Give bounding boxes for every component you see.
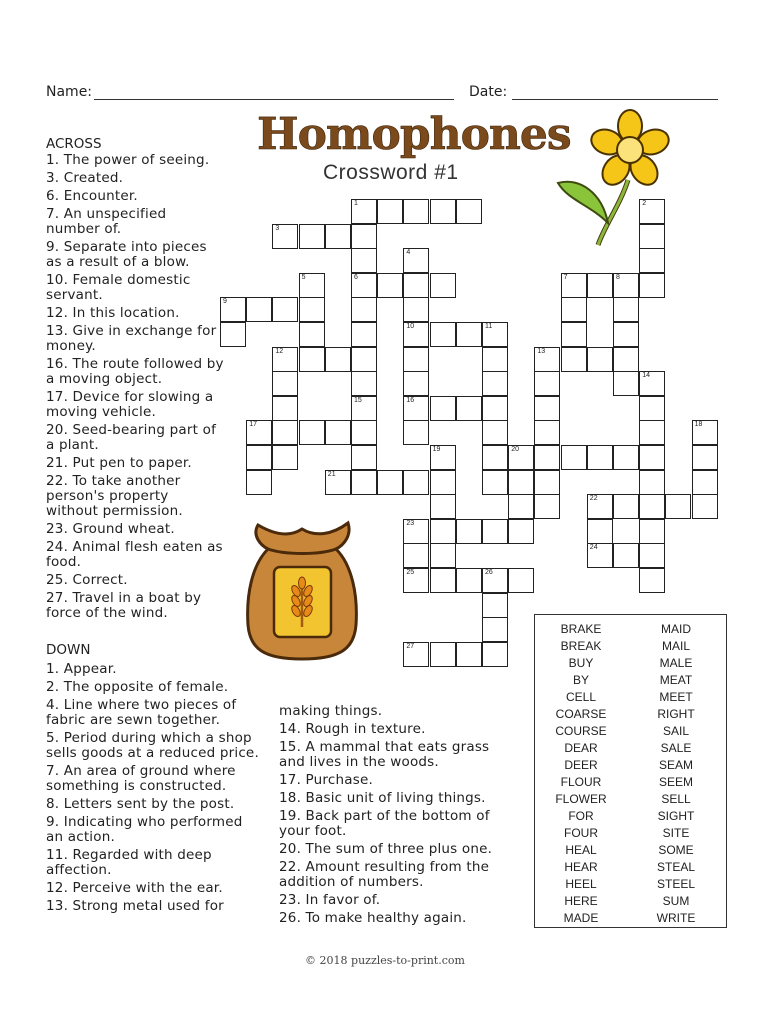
crossword-cell[interactable]	[692, 494, 718, 519]
crossword-cell[interactable]	[613, 273, 639, 298]
cell-number: 13	[537, 347, 546, 355]
crossword-cell[interactable]	[534, 420, 560, 445]
down-clue: making things.	[279, 703, 383, 719]
word-bank-word: SAIL	[662, 724, 689, 738]
word-bank-word: RIGHT	[657, 707, 695, 721]
crossword-cell[interactable]	[613, 371, 639, 396]
cell-number: 2	[642, 200, 647, 207]
cell-number: 15	[354, 396, 362, 404]
cell-number: 14	[642, 372, 650, 380]
down-clue: 14. Rough in texture.	[279, 721, 426, 737]
word-bank	[534, 614, 727, 928]
crossword-cell[interactable]	[587, 494, 613, 519]
crossword-cell[interactable]	[430, 322, 456, 347]
crossword-cell[interactable]	[403, 347, 429, 372]
across-clue: 16. The route followed by a moving object.	[46, 356, 224, 387]
crossword-cell[interactable]	[403, 371, 429, 396]
crossword-cell[interactable]	[403, 642, 429, 667]
crossword-cell[interactable]	[692, 420, 718, 445]
word-bank-word: BREAK	[560, 639, 602, 653]
word-bank-word: MAIL	[661, 639, 690, 653]
crossword-cell[interactable]	[325, 420, 351, 445]
cell-number: 20	[511, 446, 519, 453]
crossword-cell[interactable]	[220, 297, 246, 322]
word-bank-word: BUY	[568, 656, 594, 670]
word-bank-word: SELL	[661, 792, 691, 806]
word-bank-word: COARSE	[555, 707, 607, 721]
down-clue: 7. An area of ground where something is constructed.	[46, 763, 236, 794]
word-bank-word: STEAL	[656, 860, 695, 874]
crossword-cell[interactable]	[430, 199, 456, 224]
crossword-cell[interactable]	[351, 470, 377, 495]
across-clue: 1. The power of seeing.	[46, 152, 210, 168]
crossword-cell[interactable]	[403, 396, 429, 421]
crossword-cell[interactable]	[561, 273, 587, 298]
crossword-cell[interactable]	[351, 371, 377, 396]
crossword-cell[interactable]	[246, 445, 272, 470]
cell-number: 1	[354, 200, 358, 207]
word-bank-word: SEEM	[658, 775, 693, 789]
word-bank-word: MALE	[659, 656, 693, 670]
crossword-cell[interactable]	[351, 420, 377, 445]
cell-number: 7	[563, 273, 568, 281]
crossword-cell[interactable]	[403, 470, 429, 495]
cell-number: 22	[589, 495, 598, 503]
crossword-cell[interactable]	[639, 224, 665, 249]
cell-number: 27	[406, 642, 415, 650]
crossword-cell[interactable]	[613, 494, 639, 519]
crossword-cell[interactable]	[351, 322, 377, 347]
crossword-cell[interactable]	[482, 617, 508, 642]
crossword-cell[interactable]	[456, 322, 482, 347]
crossword-cell[interactable]	[482, 396, 508, 421]
down-clues-left	[46, 642, 264, 917]
crossword-cell[interactable]	[403, 519, 429, 544]
crossword-cell[interactable]	[351, 199, 377, 224]
crossword-cell[interactable]	[299, 420, 325, 445]
crossword-cell[interactable]	[692, 445, 718, 470]
word-bank-column-2	[631, 621, 721, 927]
crossword-cell[interactable]	[351, 396, 377, 421]
crossword-cell[interactable]	[508, 445, 534, 470]
crossword-cell[interactable]	[534, 347, 560, 372]
across-clue: 23. Ground wheat.	[46, 521, 175, 537]
word-bank-word: MADE	[563, 911, 599, 925]
word-bank-word: BY	[572, 673, 589, 687]
cell-number: 3	[275, 224, 280, 232]
down-clue: 2. The opposite of female.	[46, 679, 229, 695]
crossword-cell[interactable]	[587, 445, 613, 470]
crossword-cell[interactable]	[456, 568, 482, 593]
word-bank-word: FOR	[568, 809, 594, 823]
name-line[interactable]	[94, 99, 454, 100]
crossword-cell[interactable]	[613, 347, 639, 372]
word-bank-word: STEEL	[656, 877, 695, 891]
down-clue: 4. Line where two pieces of fabric are sewn together.	[46, 697, 237, 728]
crossword-cell[interactable]	[351, 273, 377, 298]
crossword-cell[interactable]	[351, 445, 377, 470]
puzzle-title: Homophones	[257, 109, 571, 160]
word-bank-column-1	[536, 621, 626, 927]
word-bank-word: COURSE	[555, 724, 607, 738]
across-clue: 12. In this location.	[46, 305, 180, 321]
crossword-cell[interactable]	[272, 371, 298, 396]
crossword-cell[interactable]	[534, 396, 560, 421]
crossword-cell[interactable]	[587, 347, 613, 372]
crossword-cell[interactable]	[508, 519, 534, 544]
crossword-cell[interactable]	[561, 347, 587, 372]
word-bank-word: WRITE	[656, 911, 696, 925]
name-label: Name:	[46, 84, 93, 100]
crossword-cell[interactable]	[325, 470, 351, 495]
cell-number: 18	[694, 421, 703, 429]
cell-number: 19	[432, 446, 441, 453]
crossword-cell[interactable]	[482, 347, 508, 372]
word-bank-word: SOME	[658, 843, 694, 857]
word-bank-word: DEAR	[564, 741, 598, 755]
crossword-cell[interactable]	[377, 199, 403, 224]
crossword-cell[interactable]	[613, 297, 639, 322]
crossword-cell[interactable]	[613, 543, 639, 568]
crossword-cell[interactable]	[299, 322, 325, 347]
word-bank-word: BRAKE	[560, 622, 602, 636]
across-clue: 6. Encounter.	[46, 188, 138, 204]
down-clues-right	[279, 704, 501, 929]
cell-number: 12	[275, 347, 284, 355]
crossword-cell[interactable]	[482, 470, 508, 495]
cell-number: 5	[301, 273, 306, 281]
down-clue: 5. Period during which a shop sells goods at a reduced price.	[46, 730, 259, 761]
crossword-cell[interactable]	[482, 322, 508, 347]
crossword-cell[interactable]	[587, 519, 613, 544]
across-clue: 9. Separate into pieces as a result of a blow.	[46, 239, 207, 270]
cell-number: 9	[223, 298, 227, 306]
down-clue: 23. In favor of.	[279, 892, 381, 908]
crossword-cell[interactable]	[534, 470, 560, 495]
across-clue: 3. Created.	[46, 170, 124, 186]
down-clue: 13. Strong metal used for	[46, 898, 224, 914]
date-label: Date:	[469, 84, 508, 100]
word-bank-word: MEAT	[659, 673, 693, 687]
across-clue: 24. Animal flesh eaten as food.	[46, 539, 223, 570]
crossword-cell[interactable]	[482, 642, 508, 667]
crossword-cell[interactable]	[561, 297, 587, 322]
wheat-sack-icon	[240, 515, 365, 663]
crossword-cell[interactable]	[272, 396, 298, 421]
crossword-cell[interactable]	[351, 248, 377, 273]
crossword-cell[interactable]	[403, 322, 429, 347]
down-clue: 26. To make healthy again.	[279, 910, 467, 926]
crossword-cell[interactable]	[377, 273, 403, 298]
crossword-cell[interactable]	[534, 445, 560, 470]
down-clue: 17. Purchase.	[279, 772, 373, 788]
crossword-cell[interactable]	[430, 273, 456, 298]
word-bank-word: DEER	[564, 758, 598, 772]
crossword-cell[interactable]	[299, 224, 325, 249]
cell-number: 17	[249, 421, 257, 429]
crossword-cell[interactable]	[351, 224, 377, 249]
crossword-cell[interactable]	[482, 445, 508, 470]
word-bank-word: SUM	[662, 894, 690, 908]
word-bank-word: MEET	[659, 690, 693, 704]
crossword-cell[interactable]	[430, 445, 456, 470]
across-clue: 20. Seed-bearing part of a plant.	[46, 422, 217, 453]
date-line[interactable]	[512, 99, 718, 100]
crossword-cell[interactable]	[665, 494, 691, 519]
crossword-cell[interactable]	[639, 199, 665, 224]
crossword-cell[interactable]	[403, 273, 429, 298]
crossword-cell[interactable]	[272, 347, 298, 372]
word-bank-word: SIGHT	[657, 809, 695, 823]
crossword-cell[interactable]	[534, 371, 560, 396]
cell-number: 4	[406, 249, 411, 257]
across-clue: 22. To take another person's property without permission.	[46, 473, 183, 519]
down-clue: 12. Perceive with the ear.	[46, 880, 223, 896]
crossword-cell[interactable]	[508, 568, 534, 593]
across-clue: 27. Travel in a boat by force of the wind.	[46, 590, 202, 621]
word-bank-word: FLOWER	[555, 792, 607, 806]
crossword-cell[interactable]	[377, 470, 403, 495]
crossword-cell[interactable]	[403, 199, 429, 224]
crossword-cell[interactable]	[613, 445, 639, 470]
crossword-cell[interactable]	[403, 543, 429, 568]
crossword-cell[interactable]	[561, 445, 587, 470]
crossword-cell[interactable]	[639, 494, 665, 519]
crossword-cell[interactable]	[508, 494, 534, 519]
crossword-cell[interactable]	[272, 224, 298, 249]
crossword-cell[interactable]	[430, 568, 456, 593]
crossword-cell[interactable]	[639, 420, 665, 445]
crossword-cell[interactable]	[246, 420, 272, 445]
crossword-cell[interactable]	[430, 543, 456, 568]
crossword-cell[interactable]	[403, 568, 429, 593]
crossword-cell[interactable]	[639, 445, 665, 470]
crossword-cell[interactable]	[272, 297, 298, 322]
crossword-cell[interactable]	[639, 396, 665, 421]
crossword-cell[interactable]	[430, 470, 456, 495]
copyright: © 2018 puzzles-to-print.com	[305, 954, 465, 967]
crossword-cell[interactable]	[403, 248, 429, 273]
crossword-cell[interactable]	[456, 199, 482, 224]
crossword-cell[interactable]	[456, 519, 482, 544]
crossword-cell[interactable]	[482, 568, 508, 593]
crossword-cell[interactable]	[325, 347, 351, 372]
cell-number: 24	[589, 544, 598, 552]
crossword-cell[interactable]	[639, 568, 665, 593]
crossword-cell[interactable]	[534, 494, 560, 519]
crossword-cell[interactable]	[403, 420, 429, 445]
word-bank-word: SALE	[660, 741, 692, 755]
crossword-cell[interactable]	[430, 396, 456, 421]
cell-number: 8	[616, 273, 620, 281]
cell-number: 21	[327, 470, 336, 478]
crossword-cell[interactable]	[272, 420, 298, 445]
crossword-cell[interactable]	[272, 445, 298, 470]
down-clue: 20. The sum of three plus one.	[279, 841, 493, 857]
down-heading: DOWN	[46, 642, 91, 658]
crossword-cell[interactable]	[299, 297, 325, 322]
crossword-cell[interactable]	[692, 470, 718, 495]
down-clue: 1. Appear.	[46, 661, 117, 677]
across-clues	[46, 136, 224, 624]
crossword-cell[interactable]	[587, 273, 613, 298]
crossword-cell[interactable]	[508, 470, 534, 495]
crossword-cell[interactable]	[587, 543, 613, 568]
down-clue: 18. Basic unit of living things.	[279, 790, 486, 806]
crossword-cell[interactable]	[351, 347, 377, 372]
crossword-cell[interactable]	[246, 297, 272, 322]
crossword-cell[interactable]	[351, 297, 377, 322]
crossword-cell[interactable]	[639, 519, 665, 544]
down-clue: 11. Regarded with deep affection.	[46, 847, 212, 878]
across-clue: 10. Female domestic servant.	[46, 272, 191, 303]
cell-number: 25	[406, 569, 415, 576]
cell-number: 10	[406, 323, 415, 330]
crossword-cell[interactable]	[456, 396, 482, 421]
word-bank-word: HEAL	[565, 843, 597, 857]
cell-number: 23	[406, 519, 415, 527]
crossword-cell[interactable]	[220, 322, 246, 347]
across-clue: 25. Correct.	[46, 572, 128, 588]
crossword-cell[interactable]	[613, 322, 639, 347]
crossword-cell[interactable]	[639, 248, 665, 273]
crossword-cell[interactable]	[430, 642, 456, 667]
crossword-cell[interactable]	[430, 519, 456, 544]
crossword-cell[interactable]	[299, 273, 325, 298]
word-bank-word: SEAM	[658, 758, 693, 772]
across-clue: 21. Put pen to paper.	[46, 455, 192, 471]
cell-number: 6	[354, 273, 358, 281]
across-heading: ACROSS	[46, 136, 102, 152]
across-clue: 13. Give in exchange for money.	[46, 323, 217, 354]
word-bank-word: SITE	[662, 826, 690, 840]
word-bank-word: MAID	[661, 622, 691, 636]
down-clue: 22. Amount resulting from the addition of numbers.	[279, 859, 490, 890]
crossword-cell[interactable]	[325, 224, 351, 249]
crossword-cell[interactable]	[482, 519, 508, 544]
crossword-cell[interactable]	[639, 543, 665, 568]
crossword-cell[interactable]	[246, 470, 272, 495]
crossword-cell[interactable]	[482, 593, 508, 618]
word-bank-word: HEAR	[564, 860, 598, 874]
crossword-cell[interactable]	[482, 371, 508, 396]
cell-number: 11	[485, 323, 493, 330]
crossword-cell[interactable]	[299, 347, 325, 372]
down-clue: 9. Indicating who performed an action.	[46, 814, 243, 845]
across-clue: 17. Device for slowing a moving vehicle.	[46, 389, 214, 420]
crossword-cell[interactable]	[639, 470, 665, 495]
word-bank-word: HEEL	[565, 877, 597, 891]
cell-number: 26	[485, 569, 493, 576]
crossword-cell[interactable]	[403, 297, 429, 322]
crossword-cell[interactable]	[456, 642, 482, 667]
down-clue: 15. A mammal that eats grass and lives in the woods.	[279, 739, 490, 770]
puzzle-subtitle: Crossword #1	[323, 161, 459, 184]
cell-number: 16	[406, 396, 415, 404]
crossword-cell[interactable]	[639, 371, 665, 396]
down-clue: 19. Back part of the bottom of your foot.	[279, 808, 490, 839]
word-bank-word: HERE	[564, 894, 598, 908]
crossword-cell[interactable]	[430, 494, 456, 519]
crossword-cell[interactable]	[639, 273, 665, 298]
crossword-cell[interactable]	[561, 322, 587, 347]
down-clue: 8. Letters sent by the post.	[46, 796, 235, 812]
across-clue: 7. An unspecified number of.	[46, 206, 167, 237]
word-bank-word: FLOUR	[560, 775, 602, 789]
word-bank-word: FOUR	[564, 826, 598, 840]
word-bank-word: CELL	[565, 690, 597, 704]
crossword-cell[interactable]	[482, 420, 508, 445]
